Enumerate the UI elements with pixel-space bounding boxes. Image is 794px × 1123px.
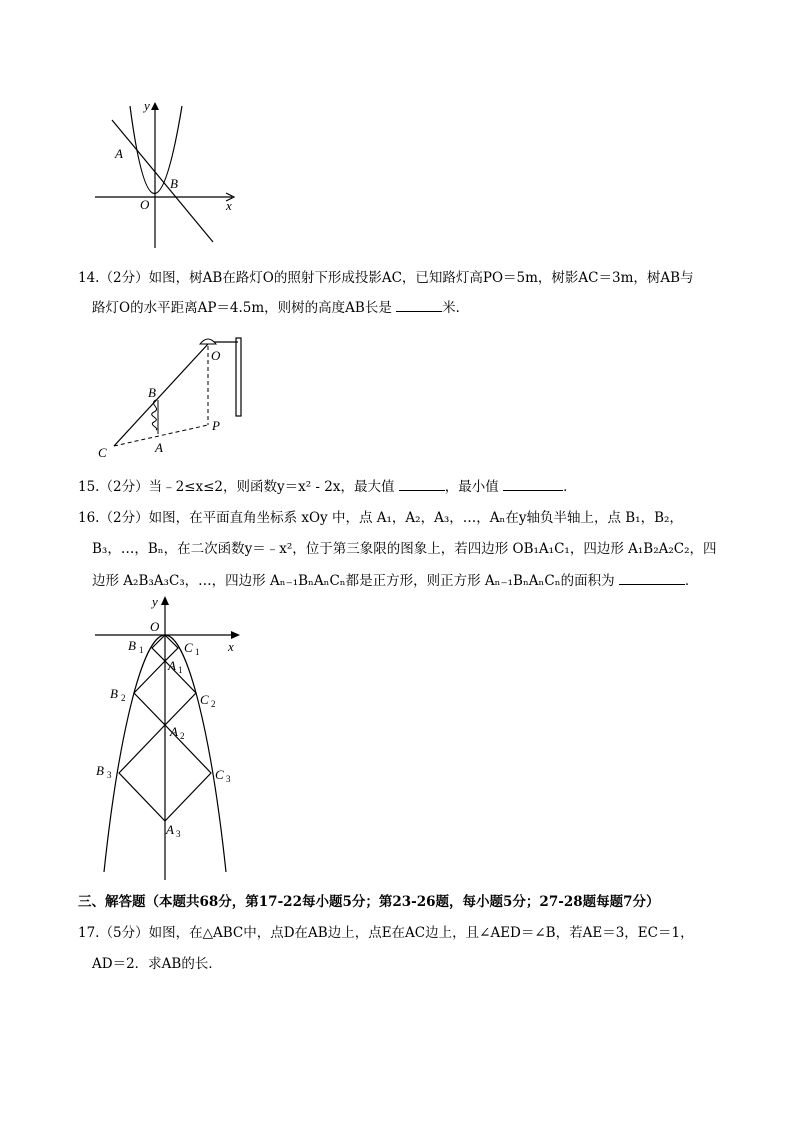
label-x: x xyxy=(226,198,232,213)
q16-line2 xyxy=(92,539,717,559)
label-c: C xyxy=(98,445,107,460)
label-c3-sub: 3 xyxy=(226,774,231,784)
q14-number: 14. xyxy=(78,270,100,286)
label-c1-sub: 1 xyxy=(195,647,200,657)
q15-text-3: ． xyxy=(563,479,577,495)
q14-line1 xyxy=(78,268,694,288)
label-a: A xyxy=(115,146,123,161)
q15-text-2: ，最小值 xyxy=(444,479,499,495)
q15-score: （2分） xyxy=(99,479,149,495)
label-b: B xyxy=(148,385,156,400)
label-a2-sub: 2 xyxy=(180,731,185,741)
q16-text-1: 如图，在平面直角坐标系 xOy 中，点 A₁，A₂，A₃，…，Aₙ在y轴负半轴上，点 B₁，B₂， xyxy=(148,510,683,526)
q16-text-2: B₃，…，Bₙ，在二次函数y＝﹣x²，位于第三象限的图象上，若四边形 OB₁A₁C₁，四边形 A₁B₂A₂C₂，四 xyxy=(92,541,717,557)
label-x: x xyxy=(228,639,234,654)
q17-score: （5分） xyxy=(99,925,149,941)
label-b1: B xyxy=(128,638,136,653)
label-a3-sub: 3 xyxy=(176,829,181,839)
label-c3: C xyxy=(215,767,224,782)
label-b1-sub: 1 xyxy=(139,645,144,655)
label-b3-sub: 3 xyxy=(107,770,112,780)
q16-text-4: ． xyxy=(684,573,699,589)
q16-line1 xyxy=(78,508,683,528)
figure-squares-parabola xyxy=(90,590,250,885)
label-a1-sub: 1 xyxy=(178,665,183,675)
label-c1: C xyxy=(184,640,193,655)
ray-co xyxy=(114,344,208,446)
q15-text-1: 当﹣2≤x≤2，则函数y＝x² - 2x，最大值 xyxy=(148,479,395,495)
label-b: B xyxy=(170,176,178,191)
q15-line xyxy=(78,476,577,497)
figure-streetlight-tree xyxy=(90,330,260,465)
label-a3: A xyxy=(166,822,174,837)
q14-text-3: 米． xyxy=(442,300,470,316)
q15-min-blank[interactable] xyxy=(503,476,563,491)
figure-parabola-line xyxy=(90,96,250,256)
x-axis-arrow xyxy=(231,631,240,639)
label-b3: B xyxy=(96,763,104,778)
y-axis-arrow xyxy=(161,596,169,605)
q17-text-1: 如图，在△ABC中，点D在AB边上，点E在AC边上，且∠AED＝∠B，若AE＝3，EC＝1， xyxy=(148,925,694,941)
q17-number: 17. xyxy=(78,925,100,941)
label-a2: A xyxy=(170,724,178,739)
q14-line2 xyxy=(92,297,469,318)
label-b2-sub: 2 xyxy=(121,693,126,703)
label-p: P xyxy=(212,418,220,433)
label-o: O xyxy=(150,619,160,634)
label-c2-sub: 2 xyxy=(211,699,216,709)
label-y: y xyxy=(144,98,150,113)
q17-line1 xyxy=(78,923,694,943)
label-o: O xyxy=(211,348,221,363)
q15-number: 15. xyxy=(78,479,100,495)
q16-answer-blank[interactable] xyxy=(619,570,685,585)
lamp-icon xyxy=(200,339,216,344)
label-a1: A xyxy=(168,658,176,673)
q17-text-2: AD＝2．求AB的长． xyxy=(92,956,222,972)
section-3-title: 三、解答题（本题共68分，第17-22每小题5分；第23-26题，每小题5分；27-28题每题7分） xyxy=(78,894,660,910)
line-ab xyxy=(112,120,213,242)
label-c2: C xyxy=(200,692,209,707)
label-b2: B xyxy=(110,686,118,701)
q14-answer-blank[interactable] xyxy=(396,297,442,312)
q14-text-2: 路灯O的水平距离AP＝4.5m，则树的高度AB长是 xyxy=(92,300,392,316)
q14-text-1: 如图，树AB在路灯O的照射下形成投影AC，已知路灯高PO＝5m，树影AC＝3m，树AB与 xyxy=(148,270,694,286)
q16-number: 16. xyxy=(78,510,100,526)
q16-line3 xyxy=(92,570,698,591)
label-o: O xyxy=(140,197,150,212)
q17-line2 xyxy=(92,954,222,974)
light-pole xyxy=(236,338,241,416)
q14-score: （2分） xyxy=(99,270,149,286)
label-a: A xyxy=(155,440,163,455)
q15-max-blank[interactable] xyxy=(399,476,445,491)
y-axis-arrow xyxy=(151,102,159,110)
label-y: y xyxy=(152,594,158,609)
q16-score: （2分） xyxy=(99,510,149,526)
tree-icon xyxy=(152,400,158,434)
q16-text-3: 边形 A₂B₃A₃C₃，…，四边形 Aₙ₋₁BₙAₙCₙ都是正方形，则正方形 Aₙ₋₁BₙAₙCₙ的面积为 xyxy=(92,573,615,589)
